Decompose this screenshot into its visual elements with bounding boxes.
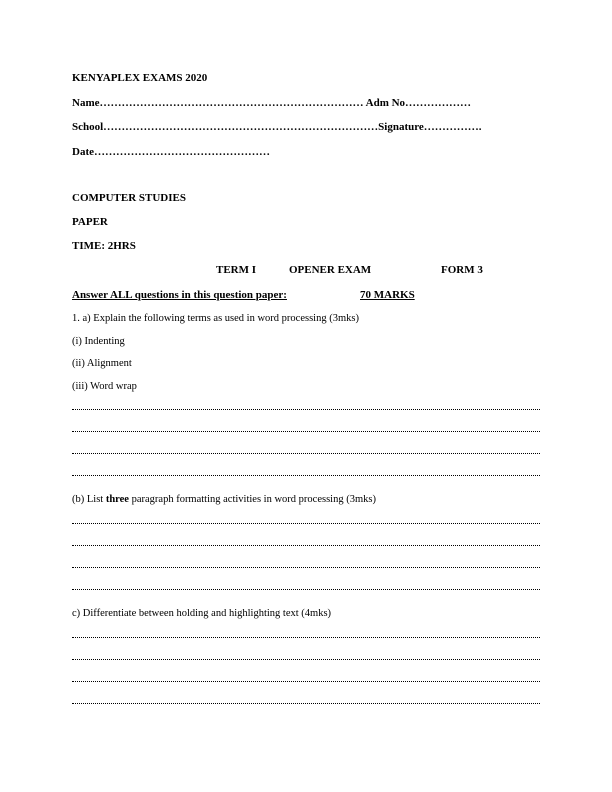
question-1a-item: (i) Indenting — [72, 336, 125, 347]
time-allowed: TIME: 2HRS — [72, 240, 136, 252]
question-1b-prefix: (b) List — [72, 494, 106, 505]
answer-line[interactable] — [72, 589, 540, 590]
total-marks: 70 MARKS — [360, 289, 415, 301]
answer-line[interactable] — [72, 681, 540, 682]
answer-line[interactable] — [72, 545, 540, 546]
exam-type-label: OPENER EXAM — [289, 264, 372, 276]
question-1c-prompt: c) Differentiate between holding and highlighting text (4mks) — [72, 608, 332, 619]
subject-title: COMPUTER STUDIES — [72, 192, 186, 204]
answer-line[interactable] — [72, 431, 540, 432]
exam-title: KENYAPLEX EXAMS 2020 — [72, 72, 208, 84]
question-1b-suffix: paragraph formatting activities in word processing (3mks) — [128, 494, 376, 505]
answer-line[interactable] — [72, 523, 540, 524]
answer-line[interactable] — [72, 567, 540, 568]
question-1a-prompt: 1. a) Explain the following terms as used in word processing (3mks) — [72, 313, 359, 324]
term-label: TERM I — [216, 264, 257, 276]
school-signature-line: School…………………………………………………………………Signature……………. — [72, 121, 482, 133]
answer-line[interactable] — [72, 637, 540, 638]
question-1a-item: (ii) Alignment — [72, 358, 132, 369]
question-1b-bold: three — [105, 494, 129, 505]
answer-line[interactable] — [72, 409, 540, 410]
question-1a-item: (iii) Word wrap — [72, 381, 137, 392]
answer-line[interactable] — [72, 453, 540, 454]
name-adm-line: Name……………………………………………………………… Adm No……………… — [72, 97, 472, 109]
form-label: FORM 3 — [441, 264, 483, 276]
answer-line[interactable] — [72, 703, 540, 704]
date-line: Date………………………………………… — [72, 146, 270, 158]
question-1b-prompt — [72, 495, 376, 506]
paper-label: PAPER — [72, 216, 108, 228]
answer-line[interactable] — [72, 475, 540, 476]
answer-line[interactable] — [72, 659, 540, 660]
instructions-text: Answer ALL questions in this question paper: — [72, 289, 287, 301]
